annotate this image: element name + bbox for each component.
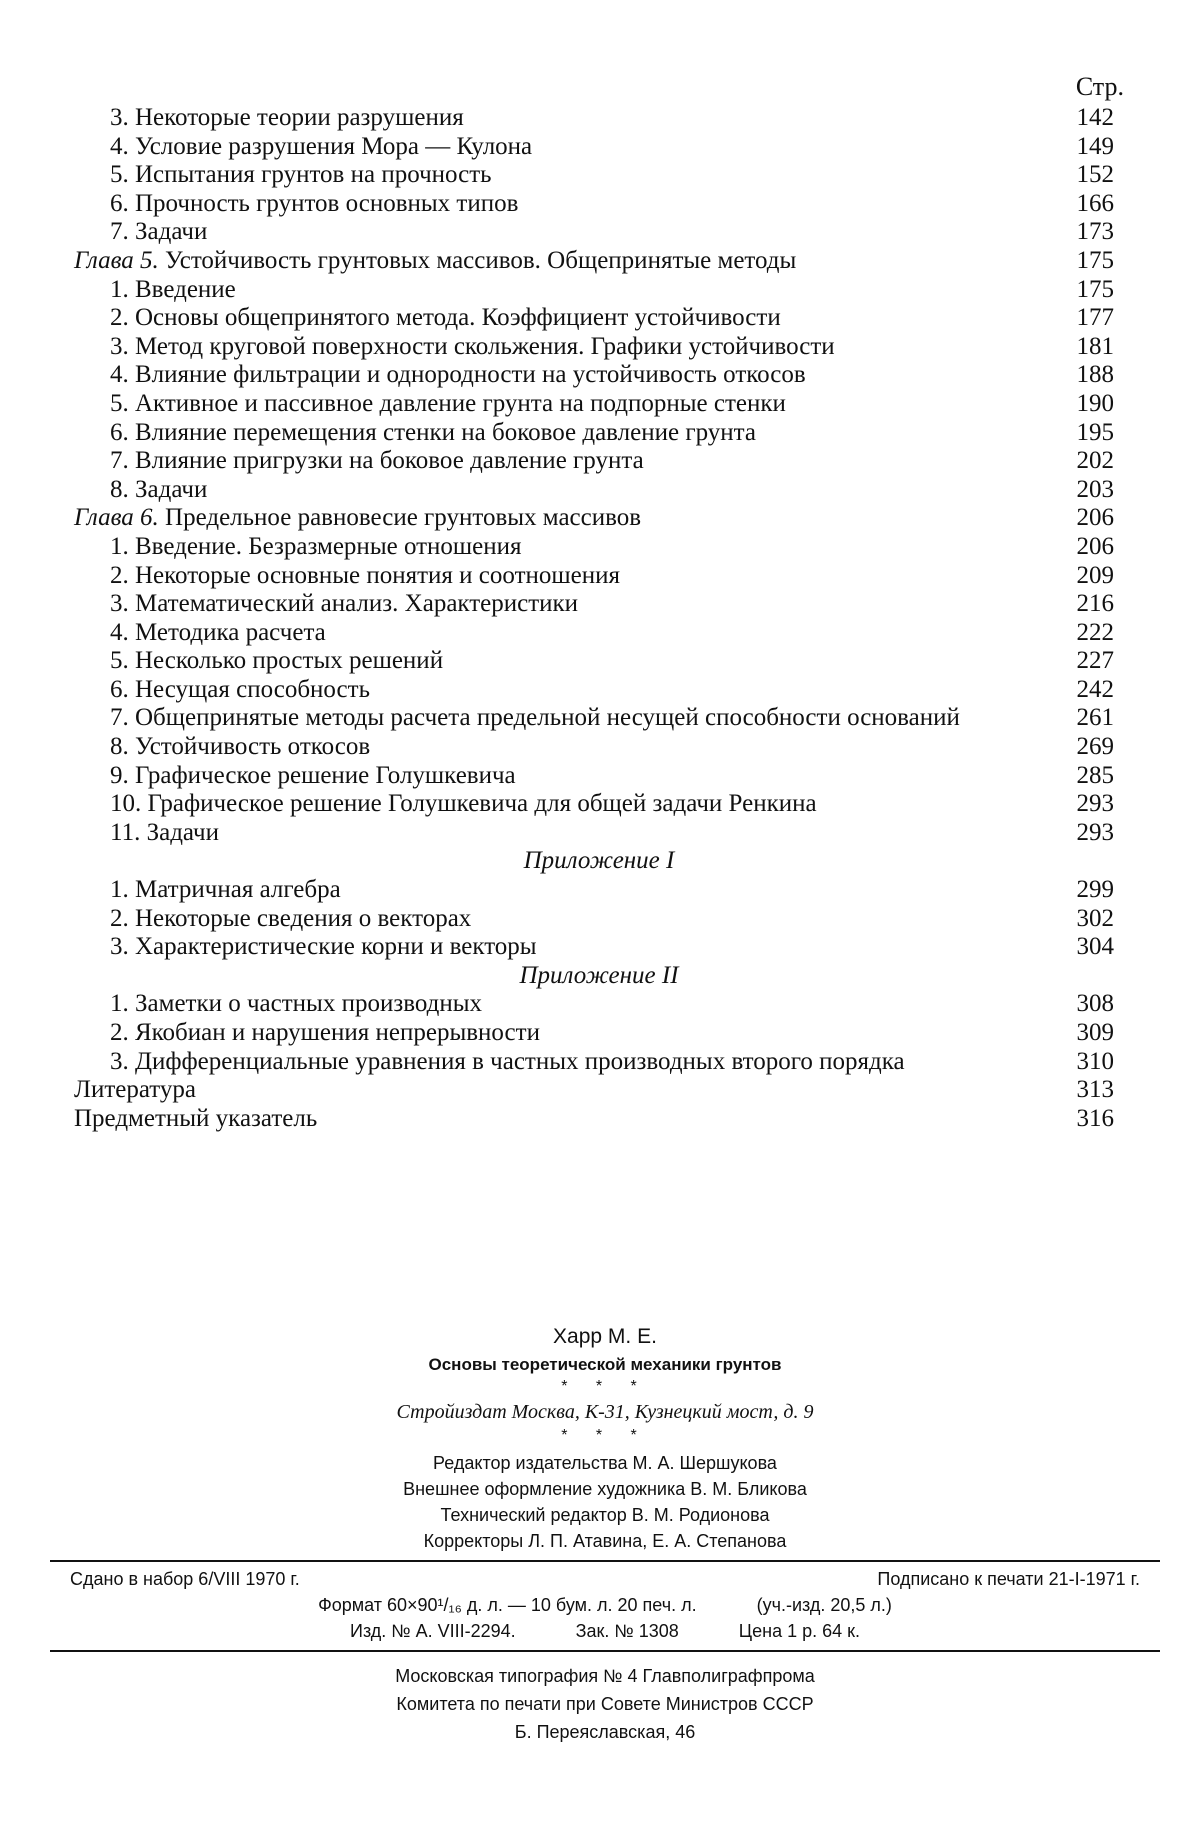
- toc-row: [74, 1048, 1124, 1077]
- toc-row: [74, 819, 1124, 848]
- colophon-book-title: Основы теоретической механики грунтов: [428, 1355, 782, 1374]
- toc-row: [74, 476, 1124, 505]
- table-of-contents: [74, 70, 1124, 1133]
- toc-row: [74, 647, 1124, 676]
- toc-row: [74, 133, 1124, 162]
- printer-line: Б. Переяславская, 46: [514, 1722, 696, 1742]
- toc-row: [74, 790, 1124, 819]
- toc-row: [74, 333, 1124, 362]
- toc-entry-title: Предельное равновесие грунтовых массивов: [165, 504, 642, 532]
- toc-entry-title: 10. Графическое решение Голушкевича для общей задачи Ренкина: [110, 790, 817, 818]
- toc-page-number: 242: [1076, 675, 1114, 703]
- colophon-author: Харр М. Е.: [553, 1325, 657, 1348]
- toc-entry-title: 6. Влияние перемещения стенки на боковое давление грунта: [110, 418, 756, 446]
- order-number: Зак. № 1308: [575, 1621, 679, 1641]
- edition-number: Изд. № А. VIII-2294.: [350, 1621, 516, 1641]
- toc-entry-title: 2. Основы общепринятого метода. Коэффициент устойчивости: [110, 304, 781, 332]
- toc-entry-title: 1. Введение. Безразмерные отношения: [110, 532, 522, 560]
- imprint-block: [60, 1562, 1150, 1650]
- toc-row: [74, 590, 1124, 619]
- page-column-header: Стр.: [1075, 72, 1124, 101]
- toc-page-number: 310: [1076, 1047, 1114, 1075]
- toc-page-number: 166: [1076, 189, 1114, 217]
- toc-page-number: 175: [1076, 275, 1114, 303]
- toc-entry-title: 3. Дифференциальные уравнения в частных производных второго порядка: [110, 1047, 905, 1075]
- toc-entry-title: 1. Заметки о частных производных: [110, 990, 483, 1018]
- toc-row: [74, 218, 1124, 247]
- appendix-heading: [74, 962, 1124, 991]
- staff-line: Внешнее оформление художника В. М. Бликова: [403, 1479, 807, 1499]
- toc-chapter-row: [74, 247, 1124, 276]
- toc-entry-title: 4. Условие разрушения Мора — Кулона: [110, 132, 533, 160]
- toc-entry-title: 2. Некоторые сведения о векторах: [110, 904, 472, 932]
- typeset-date: Сдано в набор 6/VIII 1970 г.: [70, 1569, 300, 1589]
- toc-row: [74, 104, 1124, 133]
- toc-list: [74, 104, 1124, 1133]
- toc-row: [74, 390, 1124, 419]
- staff-line: Редактор издательства М. А. Шершукова: [433, 1453, 777, 1473]
- toc-page-number: 177: [1076, 304, 1114, 332]
- toc-page-number: 195: [1076, 418, 1114, 446]
- toc-entry-title: 6. Несущая способность: [110, 675, 370, 703]
- toc-row: [74, 933, 1124, 962]
- toc-entry-title: 2. Некоторые основные понятия и соотношения: [110, 561, 620, 589]
- separator: * * *: [561, 1378, 649, 1395]
- toc-page-number: 188: [1076, 361, 1114, 389]
- toc-page-number: 173: [1076, 218, 1114, 246]
- toc-page-number: 227: [1076, 647, 1114, 675]
- toc-entry-title: 1. Матричная алгебра: [110, 876, 341, 904]
- toc-entry-title: Литература: [74, 1076, 196, 1104]
- signed-date: Подписано к печати 21-I-1971 г.: [877, 1569, 1140, 1589]
- toc-entry-title: 5. Испытания грунтов на прочность: [110, 161, 492, 189]
- toc-row: [74, 447, 1124, 476]
- toc-entry-title: 7. Задачи: [110, 218, 208, 246]
- toc-entry-title: 5. Активное и пассивное давление грунта на подпорные стенки: [110, 389, 786, 417]
- toc-row: [74, 1019, 1124, 1048]
- staff-line: Корректоры Л. П. Атавина, Е. А. Степанова: [423, 1531, 787, 1551]
- toc-page-number: 269: [1076, 733, 1114, 761]
- toc-page-number: 261: [1076, 704, 1114, 732]
- toc-row: [74, 733, 1124, 762]
- format-info: Формат 60×90¹/₁₆ д. л. — 10 бум. л. 20 печ. л.: [318, 1595, 697, 1615]
- toc-entry-title: 3. Некоторые теории разрушения: [110, 104, 464, 131]
- toc-page-number: 190: [1076, 389, 1114, 417]
- toc-page-number: 222: [1076, 618, 1114, 646]
- toc-page-number: 304: [1076, 933, 1114, 961]
- toc-page-number: 293: [1076, 790, 1114, 818]
- toc-row: [74, 361, 1124, 390]
- toc-row: [74, 1105, 1124, 1134]
- colophon-publisher: Стройиздат Москва, К-31, Кузнецкий мост, д. 9: [396, 1401, 814, 1423]
- printer-line: Комитета по печати при Совете Министров СССР: [396, 1694, 814, 1714]
- toc-page-number: 308: [1076, 990, 1114, 1018]
- colophon: [60, 1325, 1150, 1746]
- toc-page-number: 203: [1076, 475, 1114, 503]
- toc-page-number: 202: [1076, 447, 1114, 475]
- colophon-staff: [60, 1450, 1150, 1554]
- toc-chapter-row: [74, 504, 1124, 533]
- toc-page-number: 149: [1076, 132, 1114, 160]
- toc-row: [74, 676, 1124, 705]
- price: Цена 1 р. 64 к.: [738, 1621, 860, 1641]
- appendix-title: Приложение I: [523, 847, 675, 875]
- toc-page-number: 309: [1076, 1019, 1114, 1046]
- toc-page-number: 316: [1076, 1104, 1114, 1132]
- staff-line: Технический редактор В. М. Родионова: [440, 1505, 770, 1525]
- toc-row: [74, 304, 1124, 333]
- appendix-title: Приложение II: [519, 961, 679, 989]
- toc-entry-title: 3. Характеристические корни и векторы: [110, 933, 537, 961]
- toc-page-number: 293: [1076, 818, 1114, 846]
- toc-page-number: 206: [1076, 532, 1114, 560]
- toc-entry-title: Предметный указатель: [74, 1104, 318, 1132]
- toc-page-number: 209: [1076, 561, 1114, 589]
- toc-row: [74, 619, 1124, 648]
- toc-row: [74, 876, 1124, 905]
- separator: * * *: [561, 1427, 649, 1444]
- toc-page-number: 299: [1076, 876, 1114, 904]
- toc-entry-title: 9. Графическое решение Голушкевича: [110, 761, 516, 789]
- toc-entry-title: Устойчивость грунтовых массивов. Общепринятые методы: [165, 246, 797, 274]
- publishing-sheets: (уч.-изд. 20,5 л.): [756, 1595, 892, 1615]
- appendix-heading: [74, 847, 1124, 876]
- toc-page-number: 142: [1076, 104, 1114, 131]
- toc-page-number: 152: [1076, 161, 1114, 189]
- toc-entry-title: 6. Прочность грунтов основных типов: [110, 189, 519, 217]
- toc-row: [74, 161, 1124, 190]
- toc-row: [74, 533, 1124, 562]
- toc-entry-title: 2. Якобиан и нарушения непрерывности: [110, 1019, 540, 1046]
- toc-row: [74, 562, 1124, 591]
- toc-page-number: 285: [1076, 761, 1114, 789]
- toc-entry-title: 4. Влияние фильтрации и однородности на устойчивость откосов: [110, 361, 806, 389]
- chapter-label: Глава 5.: [74, 246, 159, 274]
- toc-row: [74, 419, 1124, 448]
- toc-row: [74, 1076, 1124, 1105]
- toc-row: [74, 276, 1124, 305]
- toc-page-number: 175: [1076, 246, 1114, 274]
- toc-row: [74, 762, 1124, 791]
- toc-entry-title: 7. Влияние пригрузки на боковое давление грунта: [110, 447, 644, 475]
- toc-entry-title: 11. Задачи: [110, 818, 219, 846]
- toc-entry-title: 3. Метод круговой поверхности скольжения. Графики устойчивости: [110, 332, 835, 360]
- toc-entry-title: 7. Общепринятые методы расчета предельной несущей способности оснований: [110, 704, 960, 732]
- toc-page-number: 206: [1076, 504, 1114, 532]
- toc-entry-title: 4. Методика расчета: [110, 618, 326, 646]
- toc-page-number: 216: [1076, 590, 1114, 618]
- toc-entry-title: 1. Введение: [110, 275, 236, 303]
- toc-row: [74, 190, 1124, 219]
- toc-entry-title: 3. Математический анализ. Характеристики: [110, 590, 579, 618]
- toc-row: [74, 905, 1124, 934]
- toc-row: [74, 990, 1124, 1019]
- toc-page-number: 181: [1076, 332, 1114, 360]
- toc-entry-title: 8. Устойчивость откосов: [110, 733, 371, 761]
- printer-line: Московская типография № 4 Главполиграфпрома: [395, 1666, 815, 1686]
- chapter-label: Глава 6.: [74, 504, 159, 532]
- toc-page-number: 313: [1076, 1076, 1114, 1104]
- toc-row: [74, 704, 1124, 733]
- toc-entry-title: 8. Задачи: [110, 475, 208, 503]
- toc-entry-title: 5. Несколько простых решений: [110, 647, 444, 675]
- toc-page-number: 302: [1076, 904, 1114, 932]
- printer-info: [60, 1652, 1150, 1746]
